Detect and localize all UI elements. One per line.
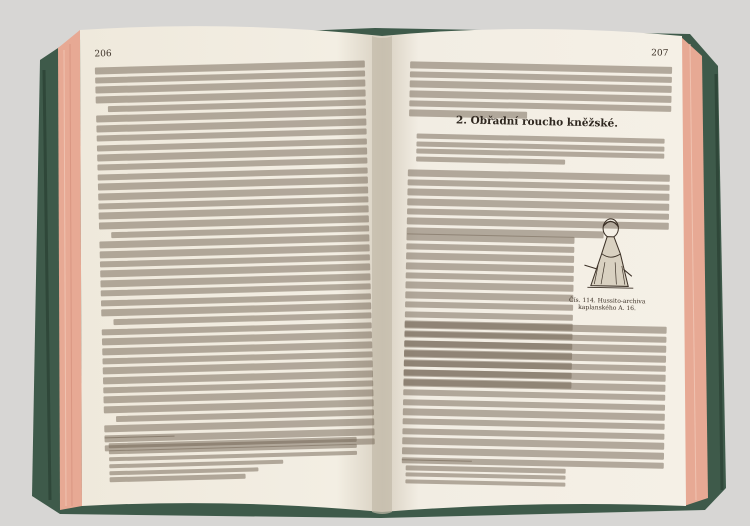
right-page-number: 207 bbox=[651, 48, 669, 59]
left-page-footnotes bbox=[109, 437, 358, 485]
left-page-number: 206 bbox=[94, 49, 112, 60]
right-page-footnotes bbox=[405, 465, 565, 489]
figure-caption: Čís. 114. Hussito-archiva kaplanského A. 16. bbox=[568, 296, 646, 313]
figure-illustration bbox=[575, 213, 645, 296]
right-page bbox=[383, 21, 685, 505]
right-page-summary bbox=[416, 134, 665, 170]
section-title: 2. Obřadní roucho kněžské. bbox=[455, 114, 619, 130]
left-page-text bbox=[95, 60, 375, 454]
left-page bbox=[76, 20, 388, 506]
right-page-text-bottom bbox=[402, 321, 667, 472]
